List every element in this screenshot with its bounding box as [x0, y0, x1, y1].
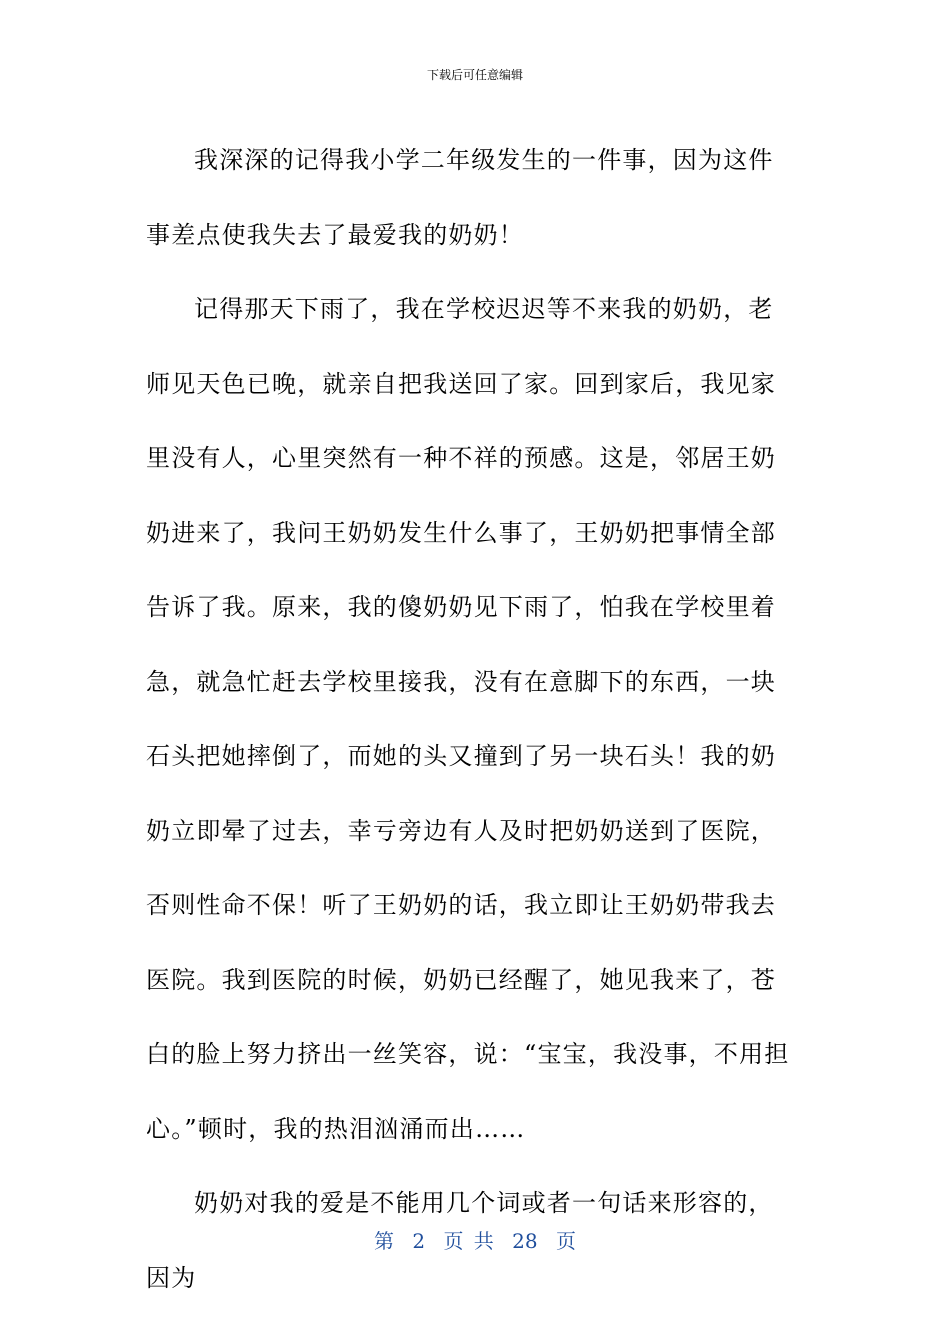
footer-prefix: 第 [374, 1229, 394, 1253]
page-footer [0, 1225, 950, 1254]
paragraph: 奶奶对我的爱是不能用几个词或者一句话来形容的，因为 [146, 1189, 774, 1292]
footer-total-pages: 28 [512, 1229, 538, 1253]
footer-suffix: 页 [555, 1229, 576, 1253]
footer-page-number: 2 [412, 1229, 426, 1253]
paragraph: 记得那天下雨了，我在学校迟迟等不来我的奶奶，老师见天色已晚，就亲自把我送回了家。回到家后，我见家里没有人，心里突然有一种不祥的预感。这是，邻居王奶奶进来了，我问王奶奶发生什么事了，王奶奶把事情全部告诉了我。原来，我的傻奶奶见下雨了，怕我在学校里着急，就急忙赶去学校里接我，没有在意脚下的东西，一块石头把她摔倒了，而她的头又撞到了另一块石头！我的奶奶立即晕了过去，幸亏旁边有人及时把奶奶送到了医院，否则性命不保！听了王奶奶的话，我立即让王奶奶带我去医院。我到医院的时候，奶奶已经醒了，她见我来了，苍白的脸上努力挤出一丝笑容，说：“宝宝，我没事，不用担心。”顿时，我的热泪汹涌而出…… [146, 295, 790, 1143]
paragraph: 我深深的记得我小学二年级发生的一件事，因为这件事差点使我失去了最爱我的奶奶！ [146, 146, 774, 249]
body-text [146, 123, 798, 1315]
footer-middle: 页 共 [443, 1229, 494, 1253]
header-note: 下载后可任意编辑 [426, 68, 523, 82]
